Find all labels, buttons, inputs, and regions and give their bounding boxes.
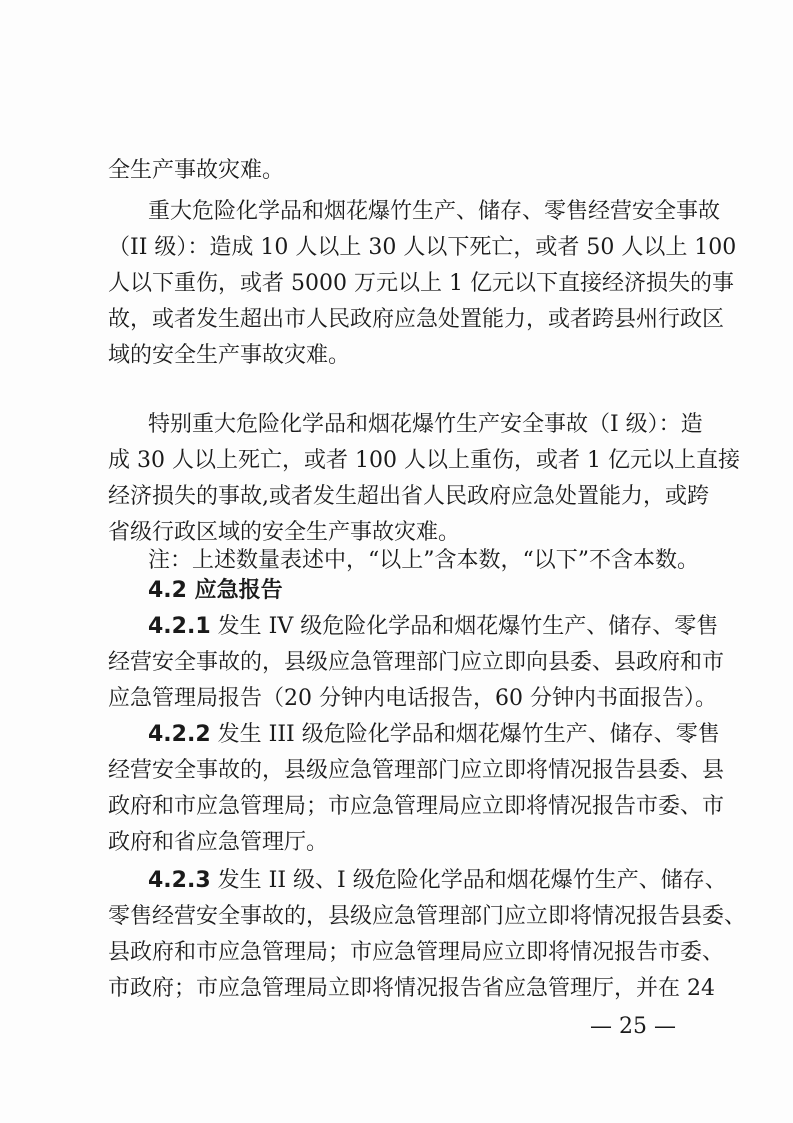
page-number: — 25 — — [590, 1014, 676, 1039]
text-line-9: 经济损失的事故,或者发生超出省人民政府应急处置能力，或跨 — [108, 484, 709, 509]
paragraph-4-2-1-line-1 — [148, 612, 719, 642]
paragraph-4-2-3-line-1 — [148, 866, 727, 896]
paragraph-4-2-2-text: 发生 III 级危险化学品和烟花爆竹生产、储存、零售 — [217, 722, 720, 747]
text-line-15: 应急管理局报告（20 分钟内电话报告，60 分钟内书面报告）。 — [108, 686, 717, 711]
text-line-4: 人以下重伤，或者 5000 万元以上 1 亿元以下直接经济损失的事 — [108, 271, 734, 296]
text-line-23: 市政府；市应急管理局立即将情况报告省应急管理厅，并在 24 — [108, 976, 715, 1001]
section-heading-4-2: 4.2 应急报告 — [148, 578, 283, 603]
text-line-6: 域的安全生产事故灾难。 — [108, 343, 351, 368]
text-line-2: 重大危险化学品和烟花爆竹生产、储存、零售经营安全事故 — [148, 199, 721, 224]
text-line-18: 政府和市应急管理局；市应急管理局应立即将情况报告市委、市 — [108, 794, 725, 819]
note-line: 注：上述数量表述中，“以上”含本数，“以下”不含本数。 — [148, 548, 699, 573]
text-line-5: 故，或者发生超出市人民政府应急处置能力，或者跨县州行政区 — [108, 307, 725, 332]
section-number-4-2-1: 4.2.1 — [148, 614, 211, 639]
section-number-4-2-2: 4.2.2 — [148, 722, 211, 747]
paragraph-4-2-2-line-1 — [148, 720, 720, 750]
text-line-7: 特别重大危险化学品和烟花爆竹生产安全事故（I 级）：造 — [148, 412, 703, 437]
text-line-8: 成 30 人以上死亡，或者 100 人以上重伤，或者 1 亿元以上直接 — [108, 448, 740, 473]
text-line-19: 政府和省应急管理厅。 — [108, 830, 329, 855]
text-line-17: 经营安全事故的，县级应急管理部门应立即将情况报告县委、县 — [108, 758, 725, 783]
paragraph-4-2-3-text: 发生 II 级、I 级危险化学品和烟花爆竹生产、储存、 — [217, 868, 727, 893]
text-line-10: 省级行政区域的安全生产事故灾难。 — [108, 520, 461, 545]
paragraph-4-2-1-text: 发生 IV 级危险化学品和烟花爆竹生产、储存、零售 — [217, 614, 719, 639]
text-line-22: 县政府和市应急管理局；市应急管理局应立即将情况报告市委、 — [108, 940, 725, 965]
text-line-14: 经营安全事故的，县级应急管理部门应立即向县委、县政府和市 — [108, 650, 725, 675]
text-line-21: 零售经营安全事故的，县级应急管理部门应立即将情况报告县委、 — [108, 904, 747, 929]
section-number-4-2-3: 4.2.3 — [148, 868, 211, 893]
text-line-1: 全生产事故灾难。 — [108, 158, 285, 183]
text-line-3: （II 级）：造成 10 人以上 30 人以下死亡，或者 50 人以上 100 — [108, 235, 737, 260]
